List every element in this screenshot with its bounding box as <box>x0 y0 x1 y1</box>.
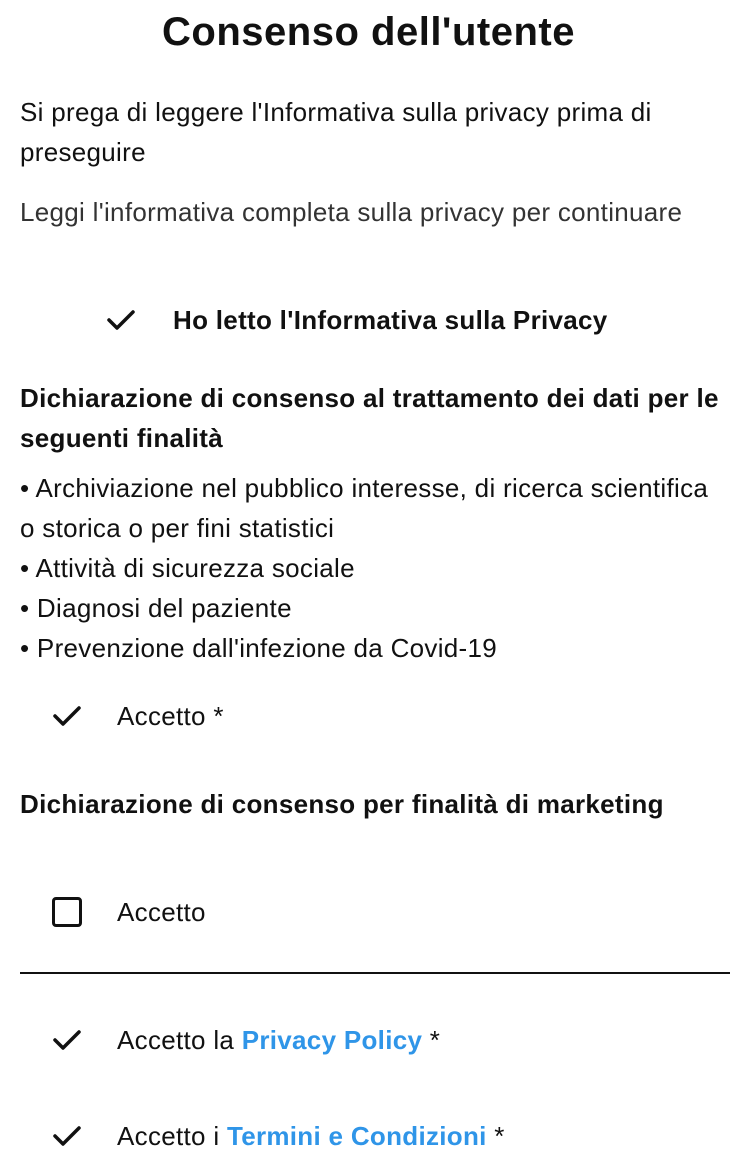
consent-marketing-accept-row[interactable] <box>50 892 206 932</box>
privacy-read-label: Ho letto l'Informativa sulla Privacy <box>173 305 608 335</box>
list-item: • Attività di sicurezza sociale <box>20 553 355 583</box>
consent-processing-accept-label: Accetto * <box>117 701 224 731</box>
consent-marketing-heading: Dichiarazione di consenso per finalità di marketing <box>20 789 664 819</box>
check-icon[interactable] <box>50 1023 84 1057</box>
list-item: • Diagnosi del paziente <box>20 593 292 623</box>
terms-prefix: Accetto i <box>117 1121 227 1151</box>
page-title: Consenso dell'utente <box>162 10 575 54</box>
terms-accept-row[interactable] <box>50 1116 505 1156</box>
privacy-policy-suffix: * <box>422 1025 441 1055</box>
consent-processing-accept-row[interactable] <box>50 696 224 736</box>
terms-label <box>117 1116 505 1156</box>
checkbox-empty-icon[interactable] <box>50 895 84 929</box>
list-item: • Prevenzione dall'infezione da Covid-19 <box>20 633 498 663</box>
check-icon[interactable] <box>50 699 84 733</box>
list-item: • Archiviazione nel pubblico interesse, di ricerca scientifica o storica o per fini statistici <box>20 473 709 543</box>
check-icon[interactable] <box>50 1119 84 1153</box>
privacy-read-checkbox-row[interactable] <box>104 300 608 340</box>
privacy-policy-accept-row[interactable] <box>50 1020 440 1060</box>
terms-link[interactable]: Termini e Condizioni <box>226 1121 487 1151</box>
consent-processing-heading: Dichiarazione di consenso al trattamento dei dati per le seguenti finalità <box>20 383 719 453</box>
purposes-list <box>20 468 730 668</box>
intro-subtext: Leggi l'informativa completa sulla privacy per continuare <box>20 197 683 227</box>
privacy-policy-prefix: Accetto la <box>117 1025 242 1055</box>
consent-marketing-accept-label: Accetto <box>117 897 206 927</box>
divider <box>20 972 730 974</box>
check-icon[interactable] <box>104 303 138 337</box>
privacy-policy-label <box>117 1020 440 1060</box>
privacy-policy-link[interactable]: Privacy Policy <box>241 1025 423 1055</box>
intro-text: Si prega di leggere l'Informativa sulla privacy prima di preseguire <box>20 97 652 167</box>
terms-suffix: * <box>486 1121 505 1151</box>
